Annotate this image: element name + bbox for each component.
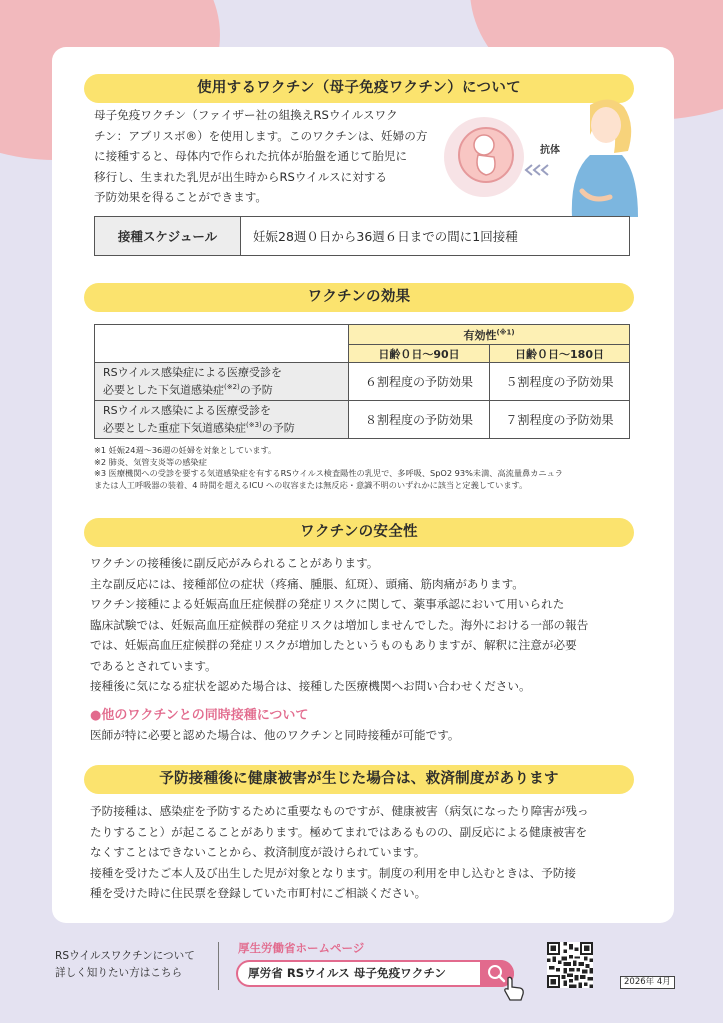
safety-description: ワクチンの接種後に副反応がみられることがあります。 主な副反応には、接種部位の症状（疼痛、腫脹、紅斑）、頭痛、筋肉痛があります。 ワクチン接種による妊娠高血圧症候群の発症リスクに関して、薬事承認において用いられた 臨床試験では、妊娠高血圧症候群の発症リスクは増加しませんでした。海外における一部の報告 では、妊娠高血圧症候群の発症リスクが増加したというものもありますが、解釈に注意が必要 であるとされています。 接種後に気になる症状を認めた場合は、接種した医療機関へお問い合わせください。 [90, 556, 589, 693]
fetus-head [474, 135, 494, 155]
search-box[interactable]: 厚労省 RSウイルス 母子免疫ワクチン [236, 960, 514, 987]
table-corner [95, 325, 349, 363]
section-title-vaccine: 使用するワクチン（母子免疫ワクチン）について [84, 74, 634, 103]
schedule-value: 妊娠28週０日から36週６日までの間に1回接種 [253, 229, 518, 244]
woman-face [591, 107, 621, 143]
table-cell: ７割程度の予防効果 [490, 401, 630, 439]
qr-code[interactable] [547, 942, 593, 988]
efficacy-header: 有効性$^{(※1)}$ [349, 325, 630, 345]
mhlw-homepage-label: 厚生労働省ホームページ [238, 941, 365, 955]
simultaneous-vaccination-text: 医師が特に必要と認めた場合は、他のワクチンと同時接種が可能です。 [90, 728, 460, 742]
efficacy-table [94, 324, 630, 439]
antibody-label: 抗体 [540, 145, 560, 156]
footnotes: ※1 妊娠24週～36週の妊婦を対象としています。 ※2 肺炎、気管支炎等の感染症 ※3 医療機関への受診を要する気道感染症を有するRSウイルス検査陽性の乳児で、多呼吸、SpO2 93%未満、高流量鼻カニュラ または人工呼吸器の装着、4 時間を超えるICU への収容または無反応・意識不明のいずれかに該当と定義しています。 [94, 445, 563, 490]
table-cell: ８割程度の予防効果 [349, 401, 490, 439]
content-card [52, 47, 674, 923]
pregnant-woman-illustration [440, 95, 640, 217]
arrow-icon [526, 165, 548, 175]
section-title-relief: 予防接種後に健康被害が生じた場合は、救済制度があります [84, 765, 634, 794]
col-header-180: 日齢０日～180日 [490, 345, 630, 363]
row-label: RSウイルス感染症による医療受診を 必要とした下気道感染症$^{(※2)}$の予防 [95, 363, 349, 401]
vaccine-description: 母子免疫ワクチン（ファイザー社の組換えRSウイルスワク チン：アブリスボ®）を使用します。このワクチンは、妊婦の方 に接種すると、母体内で作られた抗体が胎盤を通じて胎児に 移行し、生まれた乳児が出生時からRSウイルスに対する 予防効果を得ることができます。 [94, 108, 428, 204]
simultaneous-vaccination-title: ●他のワクチンとの同時接種について [90, 708, 309, 723]
fetus-body [477, 155, 495, 175]
woman-dress [572, 155, 638, 217]
table-row [95, 401, 630, 439]
table-cell: ６割程度の予防効果 [349, 363, 490, 401]
row-label: RSウイルス感染による医療受診を 必要とした重症下気道感染症$^{(※3)}$の予防 [95, 401, 349, 439]
col-header-90: 日齢０日～90日 [349, 345, 490, 363]
table-row [95, 363, 630, 401]
issue-date: 2026年 4月 [620, 976, 675, 989]
pointer-hand-icon [500, 974, 528, 1002]
section-title-effect: ワクチンの効果 [84, 283, 634, 312]
section-title-safety: ワクチンの安全性 [84, 518, 634, 547]
table-cell: ５割程度の予防効果 [490, 363, 630, 401]
footer-divider [218, 942, 219, 990]
relief-description: 予防接種は、感染症を予防するために重要なものですが、健康被害（病気になったり障害が残っ たりすること）が起こることがあります。極めてまれではあるものの、副反応による健康被害を なくすことはできないことから、救済制度が設けられています。 接種を受けたご本人及び出生した児が対象となります。制度の利用を申し込むときは、予防接 種を受けた時に住民票を登録していた市町村にご相談ください。 [90, 804, 589, 900]
schedule-box [94, 216, 630, 256]
more-info-text: RSウイルスワクチンについて 詳しく知りたい方はこちら [55, 950, 195, 979]
schedule-label: 接種スケジュール [95, 217, 241, 255]
